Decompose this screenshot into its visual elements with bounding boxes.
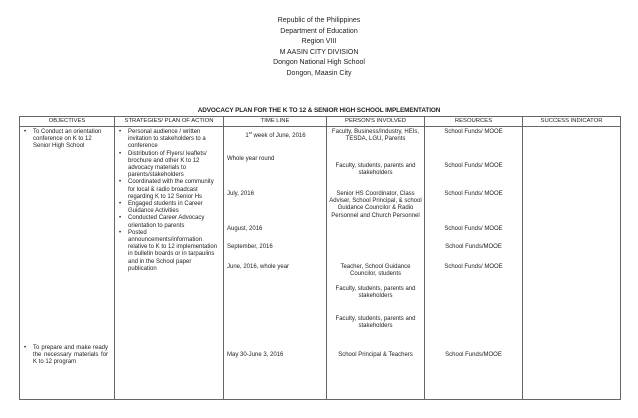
timeline-entry-text: week of June, 2016 (251, 133, 306, 139)
document-header (0, 16, 638, 80)
plan-title: ADVOCACY PLAN FOR THE K TO 12 & SENIOR HIGH SCHOOL IMPLEMENTATION (197, 107, 441, 114)
timeline-entry: September, 2016 (227, 244, 273, 250)
resources-entry: School Funds/ MOOE (444, 163, 503, 169)
objective-item: • To Conduct an orientation conference on K to 12 Senior High School (22, 129, 112, 151)
header-line-school: Dongon National High School (273, 59, 365, 67)
timeline-entry (227, 129, 324, 140)
success-indicator-cell (523, 127, 621, 400)
header-objectives: OBJECTIVES (20, 117, 115, 127)
objectives-cell (20, 127, 115, 400)
persons-entry: Faculty, Business/Industry, HEIs, TESDA, LGU, Parents (331, 129, 420, 143)
persons-entry: Faculty, students, parents and stakeholders (335, 163, 416, 177)
header-timeline: TIME LINE (224, 117, 327, 127)
advocacy-plan-table (19, 116, 621, 400)
header-success-indicator: SUCCESS INDICATOR (523, 117, 621, 127)
header-resources: RESOURCES (425, 117, 523, 127)
resources-entry: School Funds/ MOOE (444, 129, 503, 135)
timeline-entry: May 30-June 3, 2016 (227, 352, 284, 358)
persons-entry: School Principal & Teachers (338, 352, 413, 358)
header-strategies: STRATEGIES/ PLAN OF ACTION (115, 117, 224, 127)
strategy-item: • Conducted Career Advocacy orientation to parents (117, 215, 221, 229)
objective-item: • To prepare and make ready the necessary materials for K to 12 program (22, 345, 112, 367)
resources-entry: School Funds/ MOOE (444, 264, 503, 270)
header-line-address: Dongon, Maasin City (286, 69, 352, 77)
strategy-item: • Distribution of Flyers/ leaflets/ brochure and other K to 12 advocacy materials to parents/stakeholders (117, 151, 221, 180)
persons-entry: Teacher, School Guidance Councilor, students (340, 264, 411, 278)
timeline-entry: August, 2016 (227, 226, 263, 232)
header-persons-involved: PERSON'S INVOLVED (327, 117, 425, 127)
strategy-item: • Coordinated with the community for local & radio broadcast regarding K to 12 Senior Hs (117, 179, 221, 201)
timeline-entry-number: 1 (245, 133, 249, 139)
table-header-row (20, 117, 621, 127)
resources-entry: School Funds/MOOE (445, 352, 502, 358)
resources-entry: School Funds/ MOOE (444, 226, 503, 232)
table-row (20, 127, 621, 400)
strategy-item: • Posted announcements/information relative to K to 12 implementation in bulletin boards or in tarpaulins and in the School paper publication (117, 230, 221, 273)
persons-entry: Faculty, students, parents and stakeholders (335, 316, 416, 330)
persons-entry: Senior HS Coordinator, Class Adviser, School Principal, & school Guidance Councilor & Radio Personnel and Church Personnel (329, 191, 422, 219)
header-line-department: Department of Education (280, 27, 358, 35)
strategy-item: • Engaged students in Career Guidance Activities (117, 201, 221, 215)
strategies-cell (115, 127, 224, 400)
resources-entry: School Funds/MOOE (445, 244, 502, 250)
resources-cell (425, 127, 523, 400)
header-line-region: Region VIII (301, 38, 337, 46)
timeline-cell (224, 127, 327, 400)
timeline-entry: June, 2016, whole year (227, 264, 290, 270)
header-line-republic: Republic of the Philippines (277, 17, 361, 24)
timeline-entry: July, 2016 (227, 191, 254, 197)
resources-entry: School Funds/ MOOE (444, 191, 503, 197)
persons-entry: Faculty, students, parents and stakeholders (335, 286, 416, 300)
persons-involved-cell (327, 127, 425, 400)
timeline-entry: Whole year round (227, 156, 275, 162)
strategy-item: • Personal audience / written invitation to stakeholders to a conference (117, 129, 221, 151)
header-line-division: M AASIN CITY DIVISION (279, 48, 359, 56)
timeline-entry-suffix: st (248, 130, 252, 135)
